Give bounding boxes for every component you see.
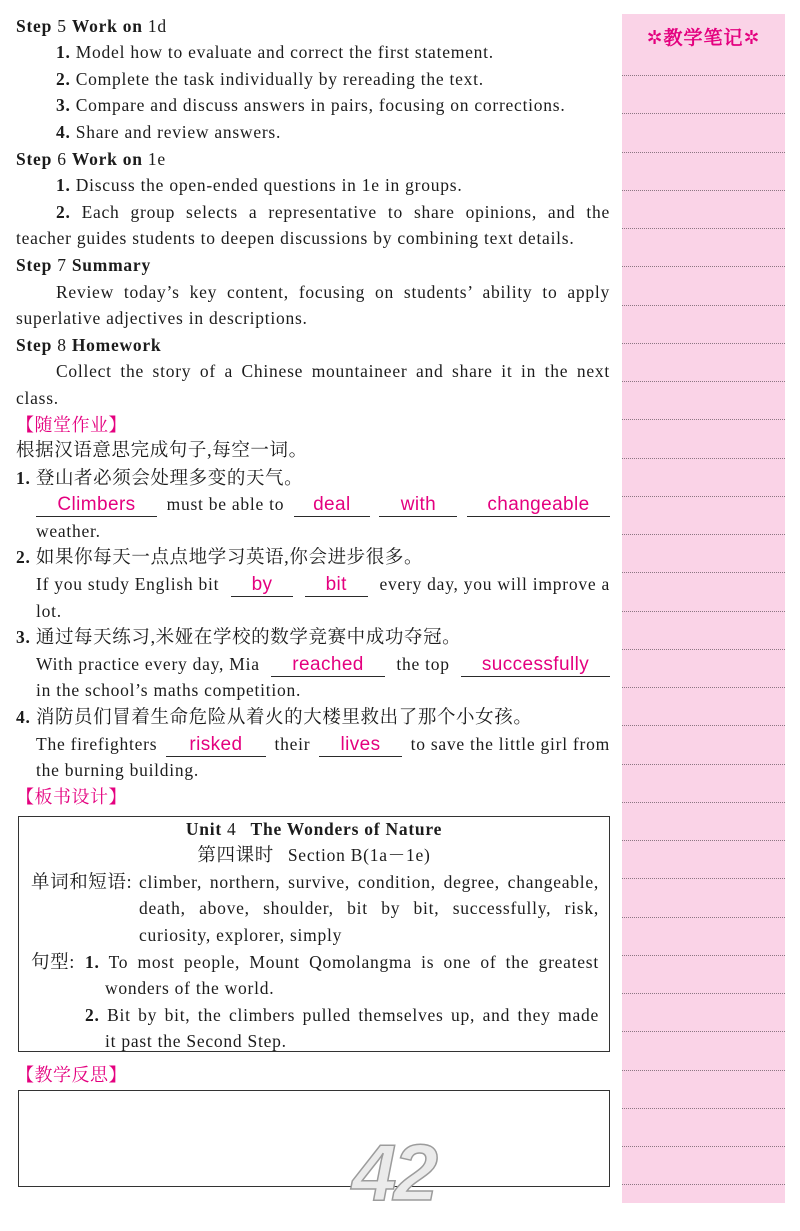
- sentence-fragment: to save the little girl from: [410, 733, 610, 754]
- step-item: [16, 66, 610, 93]
- step-paragraph: Collect the story of a Chinese mountaineer and share it in the next: [56, 361, 610, 382]
- vocab-line: climber, northern, survive, condition, degree, changeable,: [139, 871, 599, 892]
- sentence-fragment: must be able to: [166, 494, 285, 515]
- step-heading: [16, 332, 610, 359]
- item-number: 2.: [56, 68, 71, 89]
- notes-rule-line: [622, 419, 785, 420]
- vocab-line: death, above, shoulder, bit by bit, successfully, risk,: [139, 898, 599, 919]
- question-chinese-text: 如果你每天一点点地学习英语,你会进步很多。: [35, 548, 424, 569]
- unit-label: Unit: [185, 818, 222, 839]
- notes-rule-line: [622, 458, 785, 459]
- step-paragraph: Review today’s key content, focusing on students’ ability to apply: [56, 281, 610, 302]
- notes-rule-line: [622, 1146, 785, 1147]
- notes-rule-line: [622, 878, 785, 879]
- step-label: Step: [16, 334, 53, 355]
- answer-blank: risked: [166, 734, 266, 757]
- lesson-content: [16, 13, 610, 811]
- item-number: 1.: [56, 42, 71, 63]
- sentence-fragment: The firefighters: [36, 733, 158, 754]
- notes-rule-line: [622, 1184, 785, 1185]
- notes-sidebar-title: ✲教学笔记✲: [646, 27, 761, 49]
- step-number: 8: [57, 334, 67, 355]
- notes-rule-line: [622, 534, 785, 535]
- step-item: [16, 39, 610, 66]
- reflection-heading: 【教学反思】: [16, 1065, 127, 1085]
- notes-rule-line: [622, 266, 785, 267]
- notes-rule-line: [622, 840, 785, 841]
- step-title: Homework: [71, 334, 162, 355]
- item-text: Complete the task individually by rereading the text.: [75, 68, 484, 89]
- question-chinese-text: 通过每天练习,米娅在学校的数学竞赛中成功夺冠。: [35, 628, 462, 649]
- item-text: Model how to evaluate and correct the first statement.: [75, 42, 494, 63]
- notes-rule-line: [622, 1070, 785, 1071]
- item-text: Discuss the open-ended questions in 1e in groups.: [75, 175, 463, 196]
- step-heading: [16, 13, 610, 40]
- sentence-pattern: [85, 949, 599, 976]
- notes-rule-line: [622, 152, 785, 153]
- sentence-pattern: [85, 1002, 599, 1029]
- item-text: Each group selects a representative to share opinions, and the: [81, 201, 611, 222]
- step-item: [16, 172, 610, 199]
- unit-name: The Wonders of Nature: [250, 818, 443, 839]
- question-english-continued: lot.: [36, 600, 62, 621]
- vocab-label-text: 单词和短语:: [31, 872, 133, 893]
- answer-blank: bit: [305, 574, 368, 597]
- question-chinese-text: 登山者必须会处理多变的天气。: [35, 468, 304, 489]
- step-paragraph-continued: class.: [16, 387, 59, 408]
- notes-rule-line: [622, 113, 785, 114]
- step-title: Work on: [71, 15, 143, 36]
- reflection-box: [18, 1090, 610, 1187]
- step-label: Step: [16, 148, 53, 169]
- step-label: Step: [16, 254, 53, 275]
- item-number: 2.: [56, 201, 71, 222]
- step-item: [16, 119, 610, 146]
- question-english-line: [16, 491, 610, 518]
- question-english-continued: weather.: [36, 520, 101, 541]
- sentence-fragment: their: [274, 733, 311, 754]
- sentence-label-text: 句型:: [31, 952, 75, 973]
- answer-blank: changeable: [467, 494, 610, 517]
- sentence-number: 2.: [85, 1004, 100, 1025]
- question-number: 2.: [16, 547, 31, 568]
- step-item: [16, 199, 610, 226]
- unit-number: 4: [227, 818, 237, 839]
- notes-rule-line: [622, 764, 785, 765]
- question-chinese: [16, 704, 610, 731]
- notes-rule-line: [622, 955, 785, 956]
- notes-rule-line: [622, 305, 785, 306]
- item-number: 4.: [56, 121, 71, 142]
- question-number: 3.: [16, 627, 31, 648]
- notes-rule-line: [622, 228, 785, 229]
- sentence-number: 1.: [85, 951, 100, 972]
- sentence-fragment: the top: [396, 653, 450, 674]
- sentence-fragment: If you study English bit: [36, 574, 220, 595]
- sentence-label: [31, 949, 75, 976]
- step-item: [16, 92, 610, 119]
- item-number: 1.: [56, 175, 71, 196]
- vocab-line: curiosity, explorer, simply: [139, 925, 343, 945]
- notes-rule-line: [622, 993, 785, 994]
- board-heading: 【板书设计】: [16, 786, 127, 807]
- step-ref: 1d: [147, 15, 167, 36]
- answer-blank: by: [231, 574, 293, 597]
- exercise-instruction: 根据汉语意思完成句子,每空一词。: [16, 441, 308, 462]
- question-number: 4.: [16, 707, 31, 728]
- notes-rule-line: [622, 1031, 785, 1032]
- question-chinese: [16, 624, 610, 651]
- sentence-fragment: every day, you will improve a: [379, 574, 610, 595]
- notes-rule-line: [622, 802, 785, 803]
- lesson-label: 第四课时: [197, 846, 274, 867]
- board-lesson-line: [19, 842, 609, 869]
- step-label: Step: [16, 15, 53, 36]
- answer-blank: successfully: [461, 654, 610, 677]
- section-label: Section B(1a－1e): [287, 845, 431, 866]
- question-chinese-text: 消防员们冒着生命危险从着火的大楼里救出了那个小女孩。: [35, 708, 533, 729]
- answer-blank: with: [379, 494, 457, 517]
- notes-rule-line: [622, 649, 785, 650]
- notes-rule-line: [622, 190, 785, 191]
- step-number: 7: [57, 254, 67, 275]
- step-number: 5: [57, 15, 67, 36]
- step-paragraph-continued: superlative adjectives in descriptions.: [16, 308, 308, 329]
- step-ref: 1e: [147, 148, 166, 169]
- exercise-heading: 【随堂作业】: [16, 414, 127, 435]
- notes-rule-line: [622, 75, 785, 76]
- step-heading: [16, 252, 610, 279]
- question-number: 1.: [16, 467, 31, 488]
- answer-blank: reached: [271, 654, 385, 677]
- sentence-text: Bit by bit, the climbers pulled themselves up, and they made: [107, 1004, 599, 1025]
- item-text: Compare and discuss answers in pairs, focusing on corrections.: [75, 95, 566, 116]
- step-title: Work on: [71, 148, 143, 169]
- question-chinese: [16, 544, 610, 571]
- notes-rule-line: [622, 725, 785, 726]
- notes-rule-line: [622, 1108, 785, 1109]
- question-english-line: [16, 731, 610, 758]
- vocab-label: [31, 869, 132, 896]
- page-number: 42: [352, 1128, 435, 1217]
- notes-rule-line: [622, 572, 785, 573]
- notes-sidebar: [622, 14, 785, 1203]
- notes-rule-line: [622, 917, 785, 918]
- answer-blank: lives: [319, 734, 402, 757]
- board-unit-title: [19, 816, 609, 843]
- sentence-pattern-continued: it past the Second Step.: [105, 1031, 287, 1052]
- notes-rule-line: [622, 496, 785, 497]
- board-design-box: [18, 816, 610, 1052]
- notes-rule-line: [622, 381, 785, 382]
- sentence-fragment: With practice every day, Mia: [36, 653, 260, 674]
- notes-rule-line: [622, 611, 785, 612]
- question-english-line: [16, 651, 610, 678]
- answer-blank: deal: [294, 494, 370, 517]
- question-english-line: [16, 571, 610, 598]
- step-number: 6: [57, 148, 67, 169]
- answer-blank: Climbers: [36, 494, 157, 517]
- step-item-continued: teacher guides students to deepen discussions by combining text details.: [16, 228, 575, 249]
- notes-rule-line: [622, 343, 785, 344]
- notes-rule-line: [622, 687, 785, 688]
- item-text: Share and review answers.: [75, 121, 282, 142]
- question-english-continued: the burning building.: [36, 760, 200, 781]
- step-heading: [16, 146, 610, 173]
- sentence-text: To most people, Mount Qomolangma is one of the greatest: [108, 951, 599, 972]
- step-title: Summary: [71, 254, 151, 275]
- sentence-pattern-continued: wonders of the world.: [105, 978, 275, 999]
- question-english-continued: in the school’s maths competition.: [36, 680, 302, 701]
- question-chinese: [16, 465, 610, 492]
- item-number: 3.: [56, 95, 71, 116]
